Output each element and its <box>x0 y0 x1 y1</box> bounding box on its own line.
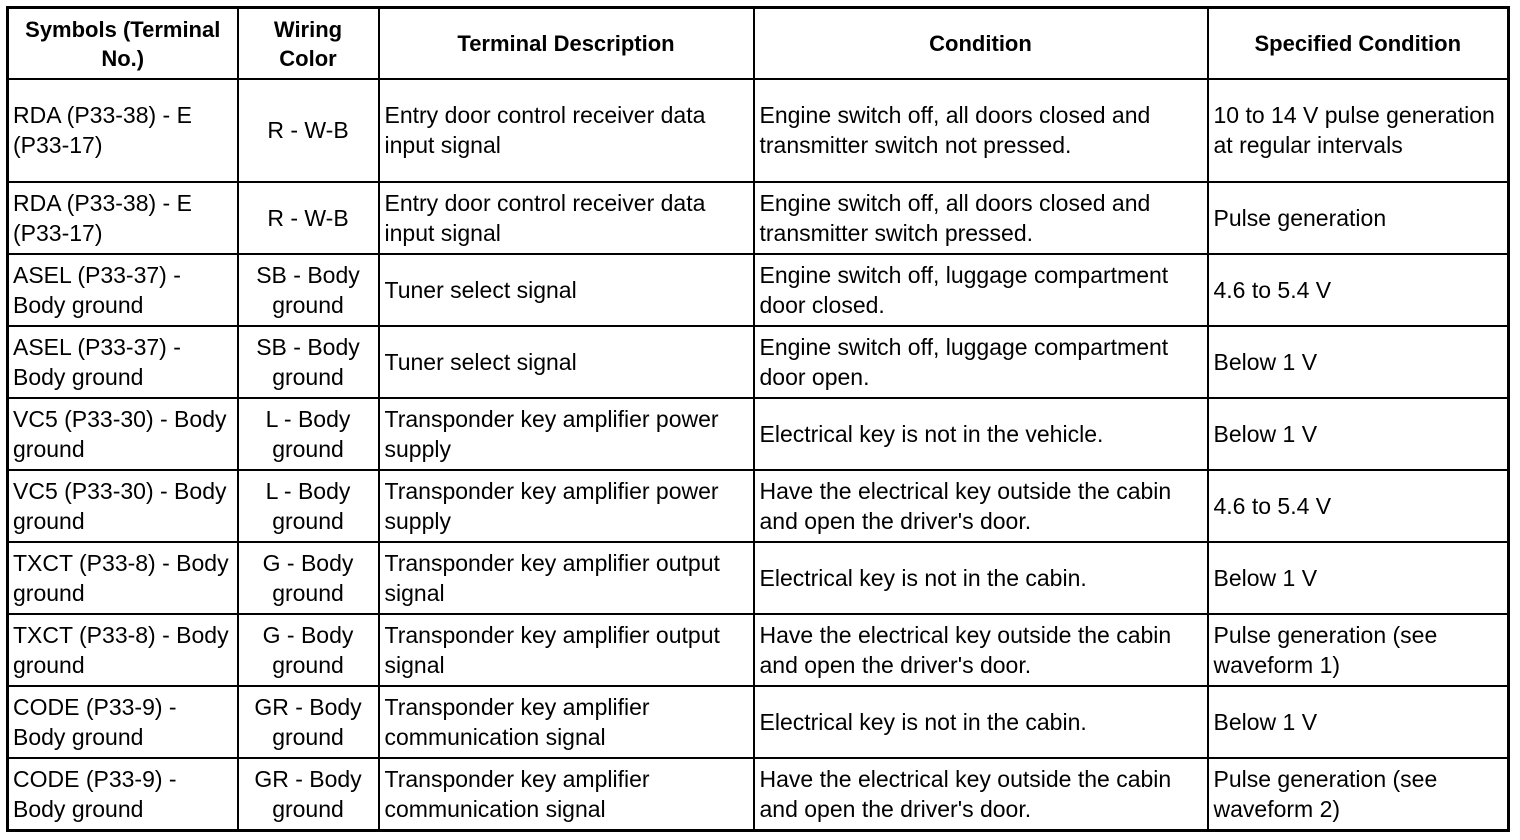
cell-terminal-description: Transponder key amplifier communication signal <box>379 686 754 758</box>
cell-specified-condition: Below 1 V <box>1208 686 1509 758</box>
cell-condition: Have the electrical key outside the cabin and open the driver's door. <box>754 470 1208 542</box>
cell-condition: Engine switch off, luggage compartment door open. <box>754 326 1208 398</box>
cell-terminal-description: Tuner select signal <box>379 254 754 326</box>
header-condition: Condition <box>754 8 1208 80</box>
cell-condition: Have the electrical key outside the cabin and open the driver's door. <box>754 614 1208 686</box>
cell-symbols: CODE (P33-9) - Body ground <box>8 686 238 758</box>
cell-wiring-color: SB - Body ground <box>238 254 379 326</box>
cell-symbols: ASEL (P33-37) - Body ground <box>8 254 238 326</box>
cell-terminal-description: Entry door control receiver data input signal <box>379 79 754 182</box>
cell-symbols: ASEL (P33-37) - Body ground <box>8 326 238 398</box>
cell-specified-condition: Below 1 V <box>1208 326 1509 398</box>
cell-terminal-description: Entry door control receiver data input signal <box>379 182 754 254</box>
cell-symbols: VC5 (P33-30) - Body ground <box>8 398 238 470</box>
cell-condition: Have the electrical key outside the cabin and open the driver's door. <box>754 758 1208 831</box>
cell-symbols: VC5 (P33-30) - Body ground <box>8 470 238 542</box>
cell-terminal-description: Tuner select signal <box>379 326 754 398</box>
cell-terminal-description: Transponder key amplifier output signal <box>379 614 754 686</box>
header-wiring-color: Wiring Color <box>238 8 379 80</box>
cell-wiring-color: R - W-B <box>238 182 379 254</box>
cell-wiring-color: G - Body ground <box>238 542 379 614</box>
cell-condition: Electrical key is not in the cabin. <box>754 686 1208 758</box>
cell-symbols: RDA (P33-38) - E (P33-17) <box>8 79 238 182</box>
cell-wiring-color: L - Body ground <box>238 398 379 470</box>
table-row <box>8 470 1509 542</box>
cell-wiring-color: SB - Body ground <box>238 326 379 398</box>
table-row <box>8 182 1509 254</box>
cell-terminal-description: Transponder key amplifier power supply <box>379 470 754 542</box>
header-row <box>8 8 1509 80</box>
cell-symbols: CODE (P33-9) - Body ground <box>8 758 238 831</box>
terminal-table <box>6 6 1510 832</box>
cell-condition: Engine switch off, all doors closed and transmitter switch not pressed. <box>754 79 1208 182</box>
cell-terminal-description: Transponder key amplifier communication signal <box>379 758 754 831</box>
cell-wiring-color: R - W-B <box>238 79 379 182</box>
cell-specified-condition: Below 1 V <box>1208 542 1509 614</box>
table-row <box>8 79 1509 182</box>
table-row <box>8 686 1509 758</box>
cell-terminal-description: Transponder key amplifier power supply <box>379 398 754 470</box>
cell-symbols: TXCT (P33-8) - Body ground <box>8 614 238 686</box>
table-row <box>8 398 1509 470</box>
header-specified-condition: Specified Condition <box>1208 8 1509 80</box>
cell-symbols: RDA (P33-38) - E (P33-17) <box>8 182 238 254</box>
cell-terminal-description: Transponder key amplifier output signal <box>379 542 754 614</box>
table-row <box>8 542 1509 614</box>
cell-condition: Engine switch off, all doors closed and transmitter switch pressed. <box>754 182 1208 254</box>
table-row <box>8 758 1509 831</box>
cell-specified-condition: Below 1 V <box>1208 398 1509 470</box>
cell-wiring-color: L - Body ground <box>238 470 379 542</box>
cell-specified-condition: Pulse generation (see waveform 1) <box>1208 614 1509 686</box>
cell-wiring-color: GR - Body ground <box>238 758 379 831</box>
table-row <box>8 326 1509 398</box>
cell-specified-condition: 10 to 14 V pulse generation at regular intervals <box>1208 79 1509 182</box>
header-terminal-description: Terminal Description <box>379 8 754 80</box>
cell-specified-condition: Pulse generation (see waveform 2) <box>1208 758 1509 831</box>
cell-condition: Electrical key is not in the vehicle. <box>754 398 1208 470</box>
cell-symbols: TXCT (P33-8) - Body ground <box>8 542 238 614</box>
table-row <box>8 254 1509 326</box>
cell-wiring-color: G - Body ground <box>238 614 379 686</box>
cell-condition: Engine switch off, luggage compartment door closed. <box>754 254 1208 326</box>
cell-specified-condition: 4.6 to 5.4 V <box>1208 470 1509 542</box>
header-symbols: Symbols (Terminal No.) <box>8 8 238 80</box>
cell-specified-condition: 4.6 to 5.4 V <box>1208 254 1509 326</box>
cell-wiring-color: GR - Body ground <box>238 686 379 758</box>
cell-specified-condition: Pulse generation <box>1208 182 1509 254</box>
table-row <box>8 614 1509 686</box>
cell-condition: Electrical key is not in the cabin. <box>754 542 1208 614</box>
